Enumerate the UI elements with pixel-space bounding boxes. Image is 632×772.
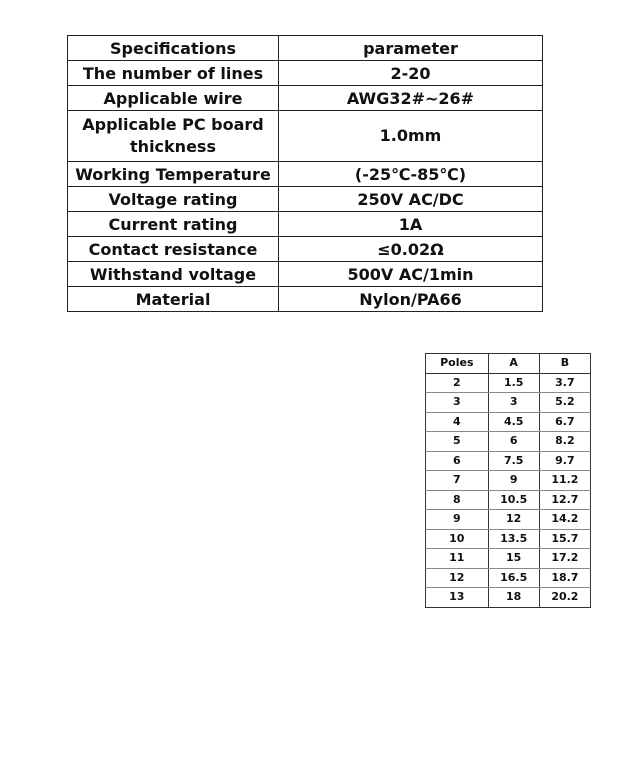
table-cell: 9 [426,510,489,530]
table-cell: Working Temperature [68,162,279,187]
table-cell: 5 [426,432,489,452]
table-cell: 2-20 [279,61,543,86]
table-cell: 1A [279,212,543,237]
table-cell: 12 [488,510,539,530]
table-row [426,373,591,393]
table-cell: AWG32#~26# [279,86,543,111]
table-cell: 18.7 [539,568,590,588]
table-row [426,490,591,510]
table-cell: 3 [488,393,539,413]
table-cell: Applicable wire [68,86,279,111]
table-cell: 4 [426,412,489,432]
table-cell: 8 [426,490,489,510]
table-cell: 10 [426,529,489,549]
table-cell: 18 [488,588,539,608]
table-cell: 12 [426,568,489,588]
column-header: Specifications [68,36,279,61]
table-row [426,549,591,569]
table-row [68,162,543,187]
table-cell: 500V AC/1min [279,262,543,287]
dimensions-table [425,353,591,608]
table-row [426,568,591,588]
column-header: A [488,354,539,374]
specifications-table [67,35,543,312]
table-cell: 6.7 [539,412,590,432]
column-header: Poles [426,354,489,374]
table-cell: Nylon/PA66 [279,287,543,312]
table-cell: 16.5 [488,568,539,588]
table-cell: 20.2 [539,588,590,608]
table-cell: 1.5 [488,373,539,393]
table-cell: 9.7 [539,451,590,471]
table-cell: 15 [488,549,539,569]
table-row [68,212,543,237]
table-cell: 10.5 [488,490,539,510]
table-row [426,393,591,413]
table-cell: 7.5 [488,451,539,471]
table-cell: ≤0.02Ω [279,237,543,262]
table-cell: 3.7 [539,373,590,393]
table-row [68,287,543,312]
table-row [68,262,543,287]
table-cell: Current rating [68,212,279,237]
table-cell: Contact resistance [68,237,279,262]
table-cell: 12.7 [539,490,590,510]
table-row [426,471,591,491]
table-cell: 15.7 [539,529,590,549]
table-cell: 250V AC/DC [279,187,543,212]
table-cell: 6 [488,432,539,452]
column-header: parameter [279,36,543,61]
column-header: B [539,354,590,374]
table-cell: The number of lines [68,61,279,86]
table-cell: Material [68,287,279,312]
table-cell: 14.2 [539,510,590,530]
table-cell: 6 [426,451,489,471]
table-cell: 7 [426,471,489,491]
table-cell: Voltage rating [68,187,279,212]
table-cell: 13 [426,588,489,608]
table-cell: 9 [488,471,539,491]
table-cell: 8.2 [539,432,590,452]
table-row [426,529,591,549]
table-row [426,412,591,432]
table-row [68,187,543,212]
table-cell: 13.5 [488,529,539,549]
table-cell: 5.2 [539,393,590,413]
table-cell: 4.5 [488,412,539,432]
table-cell: 3 [426,393,489,413]
table-header-row [68,36,543,61]
table-row [426,451,591,471]
table-cell: 17.2 [539,549,590,569]
table-cell: (-25℃-85℃) [279,162,543,187]
table-cell: 2 [426,373,489,393]
table-cell: 1.0mm [279,111,543,162]
table-row [68,111,543,162]
table-row [426,588,591,608]
table-row [68,61,543,86]
table-row [426,432,591,452]
table-cell: Applicable PC board thickness [68,111,279,162]
table-row [68,237,543,262]
table-row [426,510,591,530]
table-row [68,86,543,111]
table-cell: 11.2 [539,471,590,491]
table-cell: 11 [426,549,489,569]
table-cell: Withstand voltage [68,262,279,287]
table-header-row [426,354,591,374]
